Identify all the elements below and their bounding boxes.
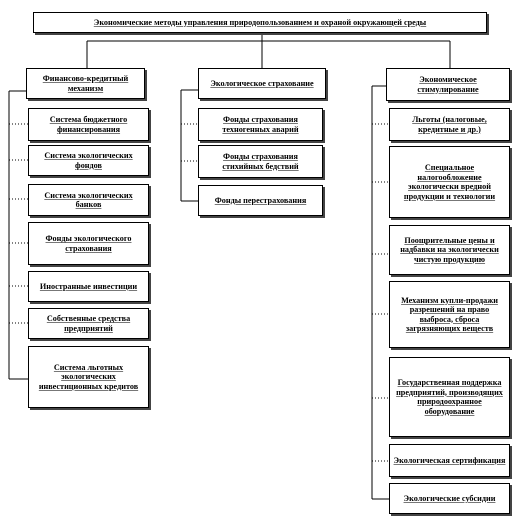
item-label: Экологические субсидии xyxy=(403,493,496,503)
item-label: Фонды перестрахования xyxy=(214,195,307,205)
root-box xyxy=(33,12,487,33)
item-label: Иностранные инвестиции xyxy=(39,281,138,291)
item-ecological-certification xyxy=(389,444,510,477)
item-label: Собственные средства предприятий xyxy=(46,314,131,333)
item-label: Механизм купли-продажи разрешений на право выброса, сброса загрязняющих веществ xyxy=(401,295,498,333)
column-header-label: Экономическое стимулирование xyxy=(417,75,479,94)
column-header-label: Экологическое страхование xyxy=(210,78,314,88)
column-header-financial-credit xyxy=(26,68,145,99)
item-label: Специальное налогообложение экологически вредной продукции и технологии xyxy=(403,163,496,201)
item-ecological-banks xyxy=(28,184,149,216)
item-foreign-investments xyxy=(28,271,149,302)
item-natural-disasters xyxy=(198,145,323,178)
item-reinsurance-funds xyxy=(198,185,323,216)
item-ecological-insurance-funds xyxy=(28,222,149,265)
column-header-label: Финансово-кредитный механизм xyxy=(42,74,129,93)
item-ecological-funds xyxy=(28,145,149,176)
column-header-ecological-insurance xyxy=(198,68,326,99)
item-budget-financing xyxy=(28,108,149,141)
item-technogenic-accidents xyxy=(198,108,323,141)
item-state-support xyxy=(389,357,510,437)
item-ecological-subsidies xyxy=(389,483,510,514)
item-preferential-credits xyxy=(28,346,149,408)
item-label: Система льготных экологических инвестиционных кредитов xyxy=(38,362,139,391)
item-label: Государственная поддержка предприятий, производящих природоохранное оборудование xyxy=(396,378,503,416)
item-special-taxation xyxy=(389,146,510,218)
item-label: Льготы (налоговые, кредитные и др.) xyxy=(412,115,487,134)
item-label: Система бюджетного финансирования xyxy=(49,115,128,134)
item-own-funds xyxy=(28,308,149,339)
root-label: Экономические методы управления природопользованием и охраной окружающей среды xyxy=(93,17,427,27)
item-benefits xyxy=(389,108,510,141)
item-label: Экологическая сертификация xyxy=(393,455,506,465)
column-header-economic-stimulation xyxy=(386,68,510,101)
item-label: Поощрительные цены и надбавки на экологически чистую продукцию xyxy=(400,235,499,264)
item-label: Фонды экологического страхования xyxy=(45,234,132,253)
item-label: Система экологических фондов xyxy=(44,151,133,170)
item-label: Система экологических банков xyxy=(44,190,133,209)
item-label: Фонды страхования стихийных бедствий xyxy=(222,152,299,171)
item-label: Фонды страхования техногенных аварий xyxy=(222,115,299,134)
item-emission-permits xyxy=(389,281,510,348)
item-incentive-prices xyxy=(389,225,510,275)
